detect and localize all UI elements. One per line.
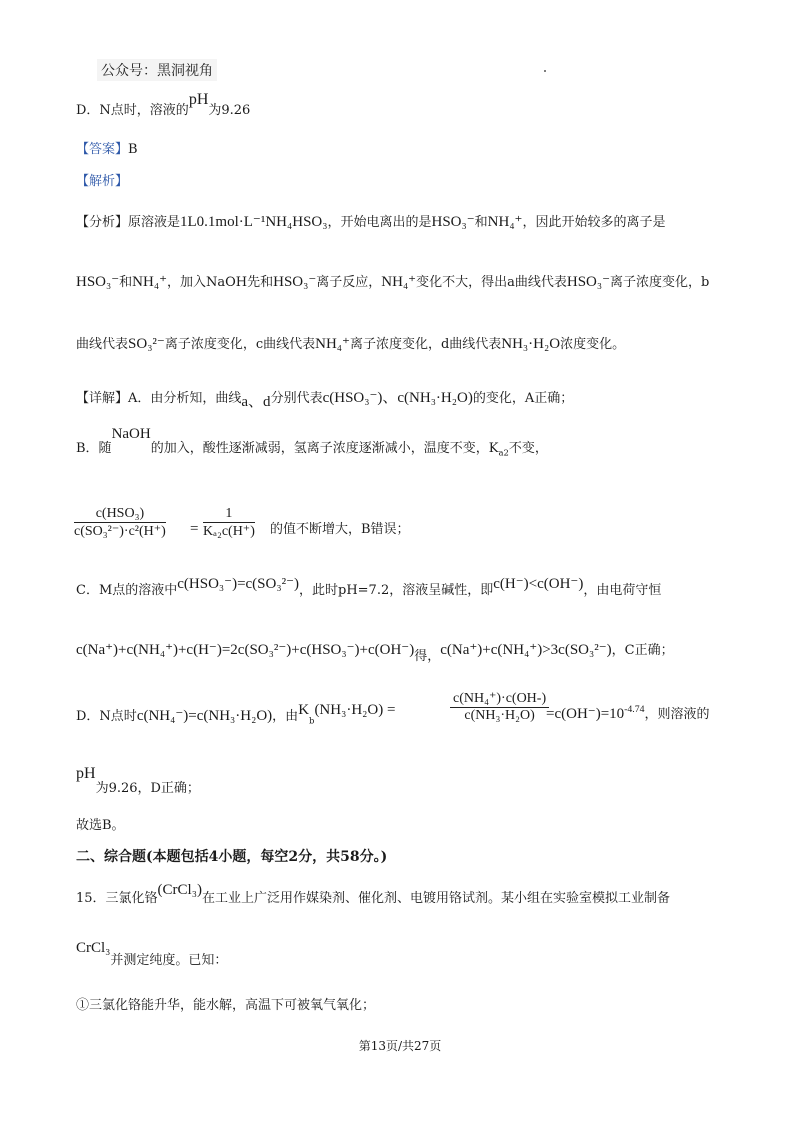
formula: (NH₃·H₂O) = (314, 702, 396, 718)
option-d-line (76, 91, 251, 121)
text: 为9.26 (208, 103, 251, 118)
formula: SO₃²⁻ (128, 336, 165, 352)
exponent: -4.74 (624, 704, 645, 715)
fraction-b-1 (74, 506, 166, 540)
analysis-line-1 (76, 212, 665, 233)
text: C．M点的溶液中 (76, 583, 178, 598)
numerator: c(HSO₃) (74, 506, 166, 523)
conclusion: 故选B。 (76, 818, 125, 833)
subscript: a2 (498, 447, 509, 458)
text: D．N点时，溶液的 (76, 103, 189, 118)
speck (544, 70, 546, 72)
formula: NH₄⁺ (487, 214, 523, 230)
formula: =c(OH⁻)=10 (546, 706, 625, 722)
detail-b-line (76, 426, 548, 463)
answer-line (76, 140, 138, 160)
text: ，开始电离出的是 (327, 215, 432, 230)
denominator: Kₐ₂c(H⁺) (203, 524, 255, 539)
detail-c-line-2 (76, 640, 674, 664)
text: 得， (414, 649, 441, 664)
text: 分别代表 (270, 391, 323, 406)
text: 离子反应， (316, 275, 382, 290)
formula: NaOH (111, 426, 151, 442)
watermark: 公众号：黑洞视角 (97, 59, 217, 81)
text: 的加入，酸性逐渐减弱，氢离子浓度逐渐减小，温度不变，K (150, 441, 499, 456)
formula: NH₄⁺ (381, 274, 417, 290)
denominator: c(SO₃²⁻)·c²(H⁺) (74, 524, 166, 539)
formula: c(NH₄⁻)=c(NH₃·H₂O) (136, 708, 273, 724)
formula: (CrCl₃) (157, 882, 202, 898)
formula: NH₄⁺ (132, 274, 167, 290)
text: 【详解】A．由分析知，曲线 (76, 391, 242, 406)
numerator: c(NH₄⁺)·c(OH-) (450, 690, 549, 708)
text: 并测定纯度。已知： (110, 953, 228, 968)
formula: NH₄⁺ (315, 336, 350, 352)
text: ，C正确； (611, 643, 674, 658)
text: 曲线代表 (76, 337, 129, 352)
ph-symbol: pH (188, 91, 209, 108)
fraction-d (450, 690, 549, 724)
text: 离子浓度变化，b (610, 275, 710, 290)
detail-a-line (76, 388, 573, 409)
formula: c(H⁻)<c(OH⁻) (493, 576, 584, 592)
formula: HSO₃⁻ (76, 274, 120, 290)
ph-symbol: pH (76, 765, 96, 782)
text: D．N点时 (76, 709, 137, 724)
question-15-line-2 (76, 940, 228, 968)
fraction-b-2 (203, 506, 255, 540)
formula: 1L0.1mol·L⁻¹NH₄HSO₃ (180, 214, 328, 230)
formula: K (298, 702, 310, 718)
formula: c(Na⁺)+c(NH₄⁺)+c(H⁻)=2c(SO₃²⁻)+c(HSO₃⁻)+c(OH⁻) (76, 642, 415, 658)
formula: HSO₃⁻ (566, 274, 611, 290)
text: 离子浓度变化，c曲线代表 (164, 337, 316, 352)
text: 和 (474, 215, 488, 230)
formula: HSO₃⁻ (273, 274, 317, 290)
answer-tag: 【答案】 (76, 142, 129, 157)
analysis-tag: 【解析】 (76, 174, 129, 189)
text: ，此时pH=7.2，溶液呈碱性，即 (299, 583, 494, 598)
text: ，由电荷守恒 (583, 583, 662, 598)
denominator: c(NH₃·H₂O) (464, 708, 535, 723)
formula: NH₃·H₂O (501, 336, 561, 352)
text: 离子浓度变化，d曲线代表 (349, 337, 502, 352)
text: 不变， (508, 441, 548, 456)
detail-c-line-1 (76, 576, 662, 601)
detail-d-result (546, 700, 709, 725)
analysis-line-3 (76, 334, 625, 355)
subscript: b (309, 715, 315, 726)
text: 【分析】原溶液是 (76, 215, 181, 230)
formula: c(HSO₃⁻)=c(SO₃²⁻) (177, 576, 299, 592)
text: B．随 (76, 441, 112, 456)
formula: c(Na⁺)+c(NH₄⁺)>3c(SO₃²⁻) (440, 642, 612, 658)
formula: CrCl₃ (76, 940, 111, 956)
text: ，加入NaOH先和 (166, 275, 274, 290)
page-footer: 第13页/共27页 (358, 1039, 442, 1053)
text: ，因此开始较多的离子是 (522, 215, 666, 230)
section-heading: 二、综合题(本题包括4小题，每空2分，共58分。) (76, 849, 388, 865)
text: 15．三氯化铬 (76, 891, 158, 906)
formula: HSO₃⁻ (431, 214, 475, 230)
text: 在工业上广泛用作媒染剂、催化剂、电镀用铬试剂。某小组在实验室模拟工业制备 (201, 891, 670, 906)
text: 的变化，A正确； (472, 391, 574, 406)
equals-sign: = (190, 521, 199, 537)
detail-d-line (76, 702, 396, 731)
text: 为9.26，D正确； (95, 781, 200, 796)
text: 变化不大，得出a曲线代表 (416, 275, 567, 290)
detail-b-tail: 的值不断增大，B错误； (270, 522, 410, 537)
text: ，由 (272, 709, 299, 724)
text: ，则溶液的 (644, 707, 710, 722)
question-15-line-1 (76, 882, 670, 909)
answer-value: B (128, 142, 138, 157)
formula: a、d (241, 394, 271, 410)
detail-d-line-2 (76, 765, 200, 796)
question-15-line-3: ①三氯化铬能升华，能水解，高温下可被氧气氧化； (76, 998, 376, 1013)
text: 和 (119, 275, 133, 290)
numerator: 1 (203, 506, 255, 523)
text: 浓度变化。 (560, 337, 626, 352)
analysis-line-2 (76, 272, 709, 293)
formula: c(HSO₃⁻)、c(NH₃·H₂O) (322, 390, 473, 406)
